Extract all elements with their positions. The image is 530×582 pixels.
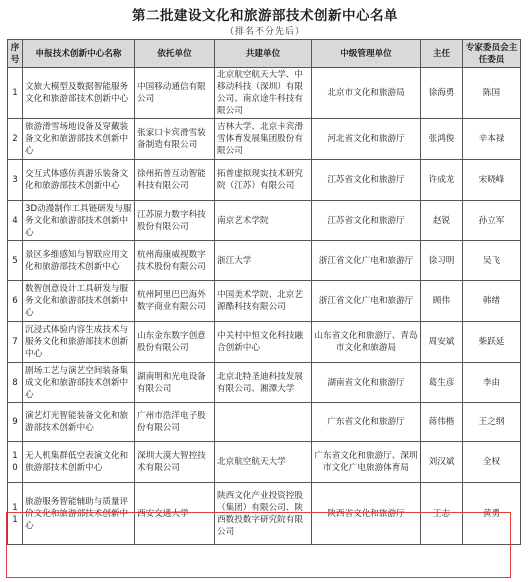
cell-manager-unit: 湖南省文化和旅游厅 (312, 363, 421, 403)
table-row (8, 322, 521, 363)
header-director: 主任 (421, 40, 463, 68)
cell-no: 11 (8, 483, 23, 545)
cell-partner-units: 拓普虚拟现实技术研究院（江苏）有限公司 (215, 160, 312, 201)
cell-partner-units: 北京航空航天大学、中移动科技（深圳）有限公司、南京途牛科技有限公司 (215, 68, 312, 119)
cell-no: 8 (8, 363, 23, 403)
cell-center-name: 演艺灯光智能装备文化和旅游部技术创新中心 (23, 403, 135, 442)
cell-director: 王志 (421, 483, 463, 545)
cell-director: 徐海勇 (421, 68, 463, 119)
table-row (8, 160, 521, 201)
cell-partner-units: 中国美术学院、北京艺源酷科技有限公司 (215, 281, 312, 322)
cell-partner-units: 陕西文化产业投资控股（集团）有限公司、陕西数投数字研究院有限公司 (215, 483, 312, 545)
cell-expert-chair: 柴跃延 (463, 322, 521, 363)
header-host-unit: 依托单位 (135, 40, 215, 68)
cell-center-name: 3D动漫制作工具链研发与服务文化和旅游部技术创新中心 (23, 201, 135, 241)
cell-director: 刘汉斌 (421, 442, 463, 483)
cell-director: 顾伟 (421, 281, 463, 322)
cell-no: 9 (8, 403, 23, 442)
cell-host-unit: 杭州海康威视数字技术股份有限公司 (135, 241, 215, 281)
table-row (8, 241, 521, 281)
table-row (8, 363, 521, 403)
cell-manager-unit: 浙江省文化广电和旅游厅 (312, 281, 421, 322)
document-title: 第二批建设文化和旅游部技术创新中心名单 (132, 8, 398, 24)
cell-center-name: 景区多维感知与智联应用文化和旅游部技术创新中心 (23, 241, 135, 281)
cell-director: 蒋伟楷 (421, 403, 463, 442)
cell-host-unit: 山东金东数字创意股份有限公司 (135, 322, 215, 363)
cell-expert-chair: 黄勇 (463, 483, 521, 545)
header-center-name: 申报技术创新中心名称 (23, 40, 135, 68)
table-row (8, 201, 521, 241)
table-row (8, 68, 521, 119)
cell-director: 徐习明 (421, 241, 463, 281)
cell-center-name: 旅游服务智能辅助与质量评价文化和旅游部技术创新中心 (23, 483, 135, 545)
cell-manager-unit: 浙江省文化广电和旅游厅 (312, 241, 421, 281)
cell-partner-units: 浙江大学 (215, 241, 312, 281)
cell-center-name: 旅游滑雪场地设备及穿戴装备文化和旅游部技术创新中心 (23, 119, 135, 160)
cell-manager-unit: 江苏省文化和旅游厅 (312, 201, 421, 241)
cell-no: 3 (8, 160, 23, 201)
cell-partner-units: 北京北特圣迪科技发展有限公司、湘潭大学 (215, 363, 312, 403)
cell-partner-units (215, 403, 312, 442)
cell-manager-unit: 江苏省文化和旅游厅 (312, 160, 421, 201)
cell-expert-chair: 孙立军 (463, 201, 521, 241)
cell-no: 5 (8, 241, 23, 281)
cell-expert-chair: 吴飞 (463, 241, 521, 281)
cell-partner-units: 中关村中恒文化科技融合创新中心 (215, 322, 312, 363)
header-expert-chair: 专家委员会主任委员 (463, 40, 521, 68)
header-manager-unit: 中级管理单位 (312, 40, 421, 68)
cell-host-unit: 深圳大漠大智控技术有限公司 (135, 442, 215, 483)
cell-no: 7 (8, 322, 23, 363)
cell-host-unit: 广州市浩洋电子股份有限公司 (135, 403, 215, 442)
header-no: 序号 (8, 40, 23, 68)
cell-host-unit: 西安交通大学 (135, 483, 215, 545)
cell-no: 1 (8, 68, 23, 119)
cell-director: 许成龙 (421, 160, 463, 201)
cell-host-unit: 徐州拓普互动智能科技有限公司 (135, 160, 215, 201)
cell-manager-unit: 陕西省文化和旅游厅 (312, 483, 421, 545)
cell-expert-chair: 韩绪 (463, 281, 521, 322)
cell-host-unit: 湖南明和光电设备有限公司 (135, 363, 215, 403)
cell-center-name: 数智创意设计工具研发与服务文化和旅游部技术创新中心 (23, 281, 135, 322)
cell-manager-unit: 广东省文化和旅游厅 (312, 403, 421, 442)
cell-expert-chair: 辛本禄 (463, 119, 521, 160)
cell-center-name: 文旅大模型及数据智能服务文化和旅游部技术创新中心 (23, 68, 135, 119)
document-subtitle: （排名不分先后） (224, 27, 305, 37)
cell-no: 6 (8, 281, 23, 322)
cell-no: 2 (8, 119, 23, 160)
cell-expert-chair: 宋晓峰 (463, 160, 521, 201)
center-list-table (7, 39, 521, 545)
cell-host-unit: 杭州阿里巴巴海外数字商业有限公司 (135, 281, 215, 322)
cell-center-name: 剧场工艺与演艺空间装备集成文化和旅游部技术创新中心 (23, 363, 135, 403)
table-row (8, 281, 521, 322)
cell-manager-unit: 北京市文化和旅游局 (312, 68, 421, 119)
cell-director: 周安斌 (421, 322, 463, 363)
cell-center-name: 交互式体感仿真游乐装备文化和旅游部技术创新中心 (23, 160, 135, 201)
cell-manager-unit: 广东省文化和旅游厅、深圳市文化广电旅游体育局 (312, 442, 421, 483)
cell-no: 4 (8, 201, 23, 241)
cell-manager-unit: 河北省文化和旅游厅 (312, 119, 421, 160)
cell-expert-chair: 王之纲 (463, 403, 521, 442)
cell-host-unit: 江苏原力数字科技股份有限公司 (135, 201, 215, 241)
cell-director: 赵锐 (421, 201, 463, 241)
cell-director: 张鸿俊 (421, 119, 463, 160)
cell-host-unit: 中国移动通信有限公司 (135, 68, 215, 119)
cell-director: 葛生彦 (421, 363, 463, 403)
cell-expert-chair: 全权 (463, 442, 521, 483)
cell-manager-unit: 山东省文化和旅游厅、青岛市文化和旅游局 (312, 322, 421, 363)
cell-expert-chair: 陈国 (463, 68, 521, 119)
cell-expert-chair: 李由 (463, 363, 521, 403)
header-partner-units: 共建单位 (215, 40, 312, 68)
table-row (8, 483, 521, 545)
cell-host-unit: 张家口卡宾滑雪装备制造有限公司 (135, 119, 215, 160)
table-row (8, 403, 521, 442)
cell-center-name: 沉浸式体验内容生成技术与服务文化和旅游部技术创新中心 (23, 322, 135, 363)
cell-center-name: 无人机集群低空表演文化和旅游部技术创新中心 (23, 442, 135, 483)
table-header-row (8, 40, 521, 68)
cell-partner-units: 南京艺术学院 (215, 201, 312, 241)
table-row (8, 442, 521, 483)
cell-partner-units: 吉林大学、北京卡宾滑雪体育发展集团股份有限公司 (215, 119, 312, 160)
cell-no: 10 (8, 442, 23, 483)
table-row (8, 119, 521, 160)
cell-partner-units: 北京航空航天大学 (215, 442, 312, 483)
